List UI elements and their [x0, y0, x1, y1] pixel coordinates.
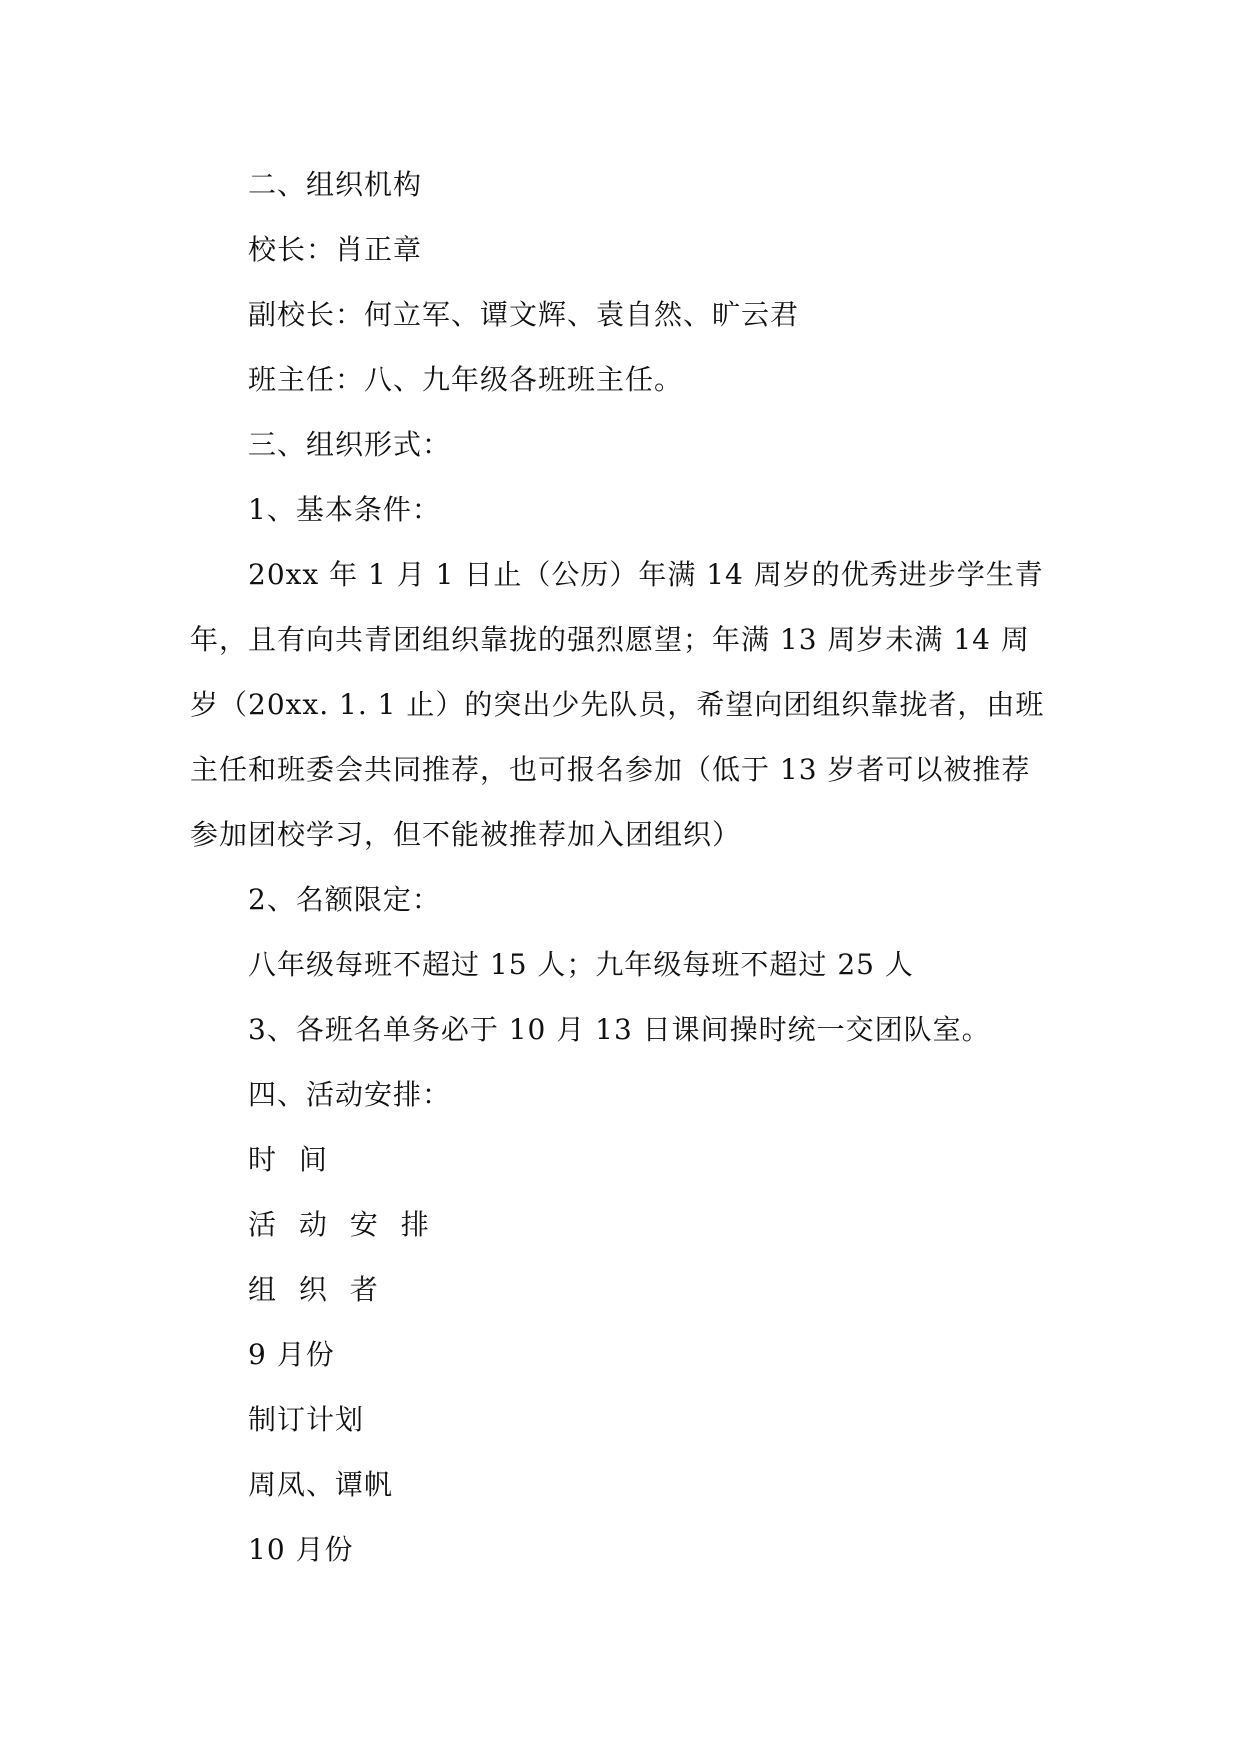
schedule-header-activity: 活 动 安 排 [248, 1208, 436, 1241]
deadline-line: 3、各班名单务必于 10 月 13 日课间操时统一交团队室。 [248, 1013, 991, 1046]
section-heading-organization: 二、组织机构 [248, 168, 423, 201]
vice-principals-line: 副校长：何立军、谭文辉、袁自然、旷云君 [248, 298, 800, 331]
quota-line: 八年级每班不超过 15 人；九年级每班不超过 25 人 [248, 948, 914, 981]
subheading-basic-conditions: 1、基本条件： [248, 493, 441, 526]
schedule-organizers: 周凤、谭帆 [248, 1468, 394, 1501]
schedule-header-organizer: 组 织 者 [248, 1273, 385, 1306]
document-body [190, 152, 1058, 1582]
class-teachers-line: 班主任：八、九年级各班班主任。 [248, 363, 684, 396]
schedule-month-september: 9 月份 [248, 1338, 335, 1371]
schedule-month-october: 10 月份 [248, 1533, 354, 1566]
basic-conditions-paragraph: 20xx 年 1 月 1 日止（公历）年满 14 周岁的优秀进步学生青年，且有向共青团组织靠拢的强烈愿望；年满 13 周岁未满 14 周岁（20xx. 1. 1 止）的突出少先队员，希望向团组织靠拢者，由班主任和班委会共同推荐，也可报名参加（低于 13 岁者可以被推荐参加团校学习，但不能被推荐加入团组织） [190, 558, 1045, 851]
principal-line: 校长：肖正章 [248, 233, 423, 266]
schedule-activity-plan: 制订计划 [248, 1403, 365, 1436]
schedule-header-time: 时 间 [248, 1143, 334, 1176]
section-heading-schedule: 四、活动安排： [248, 1078, 452, 1111]
section-heading-form: 三、组织形式： [248, 428, 452, 461]
subheading-quota: 2、名额限定： [248, 883, 441, 916]
